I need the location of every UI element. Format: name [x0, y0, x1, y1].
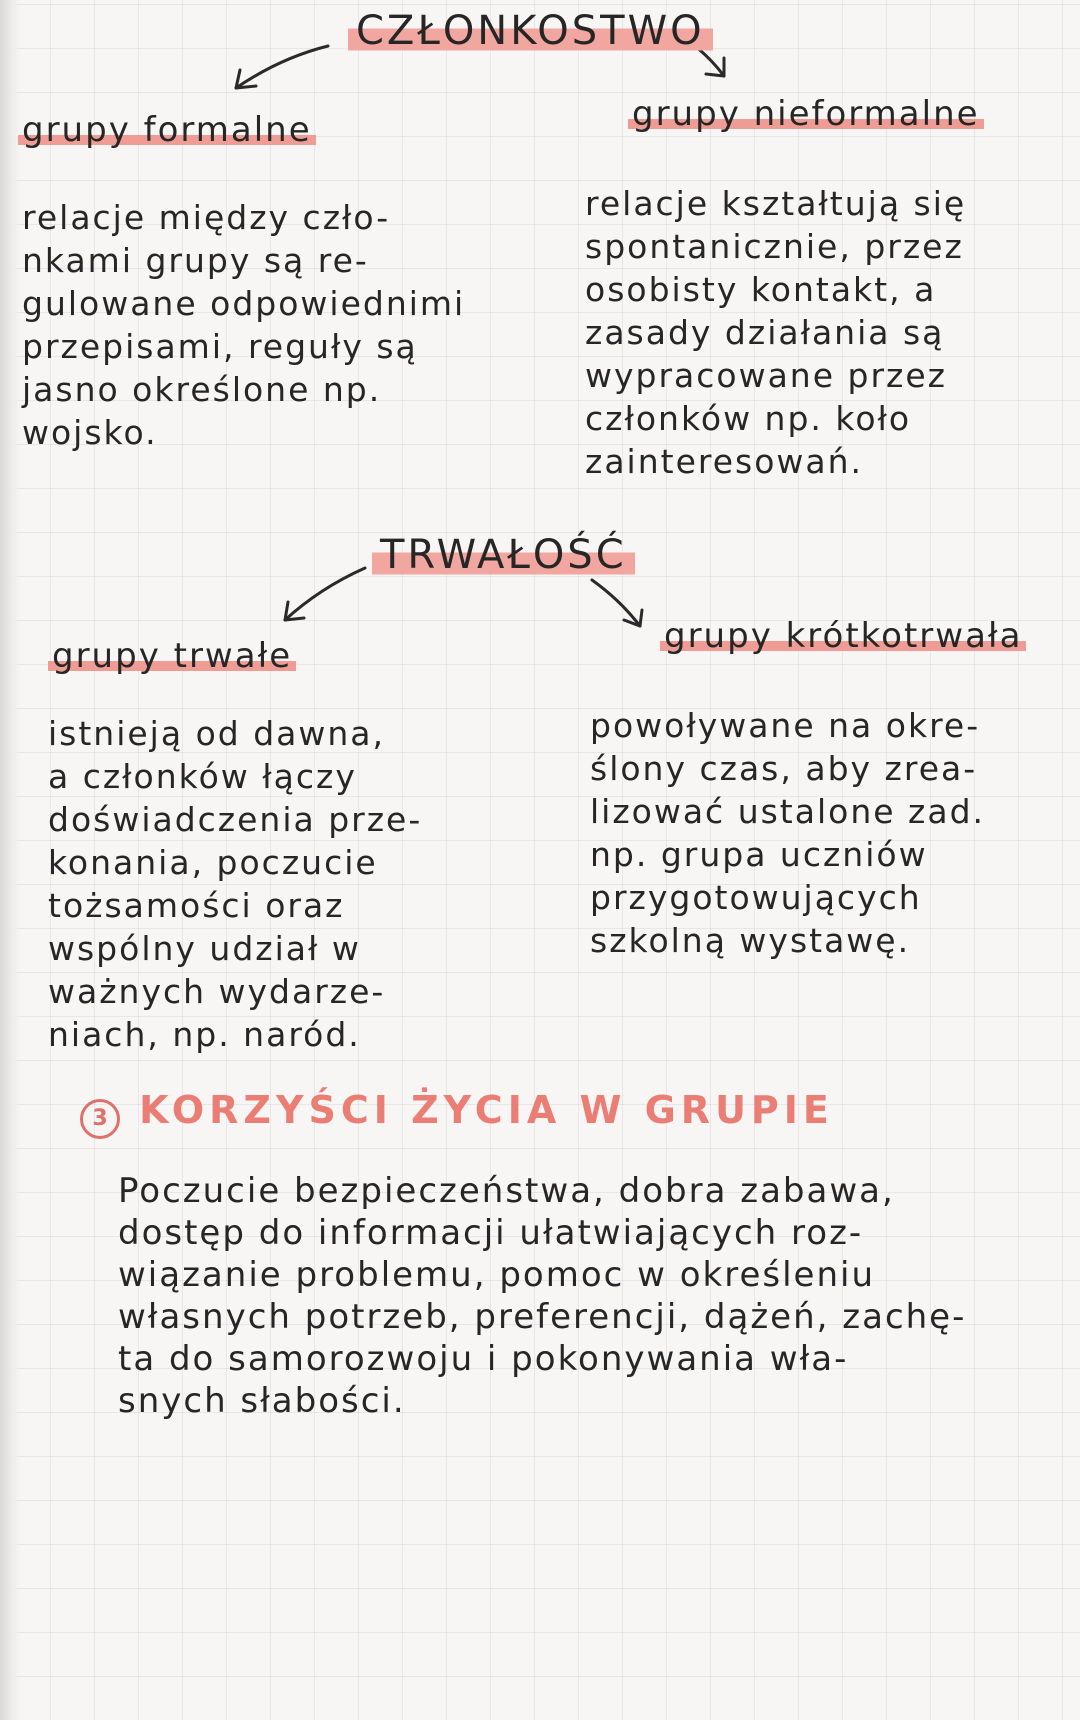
section3-text: Poczucie bezpieczeństwa, dobra zabawa, dostęp do informacji ułatwiających roz- wiązanie problemu, pomoc w określeniu własnych potrzeb, preferencji, dążeń, zachę- ta do samorozwoju i pokonywania wła- snych słabości. — [118, 1171, 967, 1421]
section1-title: CZŁONKOSTWO — [348, 8, 713, 54]
arrow-left-duration — [285, 568, 365, 620]
section3-header — [80, 1088, 834, 1139]
arrow-right-duration — [592, 580, 640, 626]
section3-number-badge: 3 — [80, 1099, 120, 1139]
section2-right-label: grupy krótkotrwała — [660, 616, 1026, 656]
section2-title: TRWAŁOŚĆ — [372, 532, 635, 578]
section1-right-text: relacje kształtują się spontanicznie, przez osobisty kontakt, a zasady działania są wypracowane przez członków np. koło zainteresowań. — [585, 184, 967, 481]
section1-right-label: grupy nieformalne — [628, 94, 984, 134]
section1-left-text: relacje między czło- nkami grupy są re- gulowane odpowiednimi przepisami, reguły są jasno określone np. wojsko. — [22, 198, 466, 452]
section2-right-text: powoływane na okre- ślony czas, aby zrea- lizować ustalone zad. np. grupa uczniów przygotowujących szkolną wystawę. — [590, 706, 986, 960]
section3-title: KORZYŚCI ŻYCIA W GRUPIE — [139, 1088, 834, 1132]
section2-left-text: istnieją od dawna, a członków łączy doświadczenia prze- konania, poczucie tożsamości oraz wspólny udział w ważnych wydarze- niach, np. naród. — [48, 714, 423, 1054]
section1-left-label: grupy formalne — [18, 110, 316, 150]
arrow-left-membership — [236, 46, 328, 88]
section2-left-label: grupy trwałe — [48, 636, 296, 676]
